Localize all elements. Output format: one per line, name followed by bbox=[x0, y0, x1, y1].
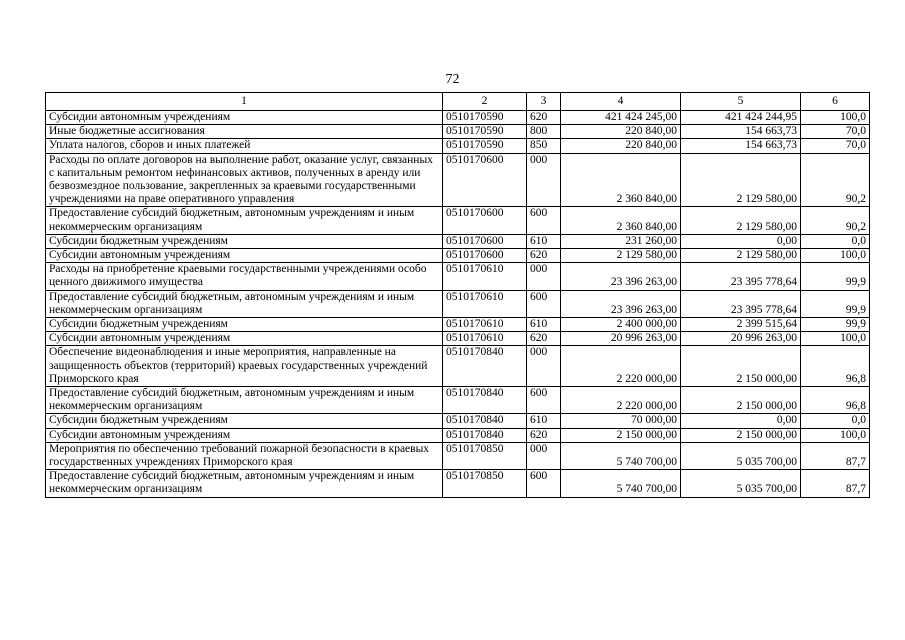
table-row bbox=[46, 207, 870, 234]
row-code-cell: 0510170600 bbox=[443, 207, 527, 234]
row-code-cell: 0510170850 bbox=[443, 470, 527, 497]
row-expense-type-cell: 610 bbox=[527, 414, 561, 428]
row-plan-amount-cell: 70 000,00 bbox=[561, 414, 681, 428]
row-percent-cell: 99,9 bbox=[801, 263, 870, 290]
column-header: 3 bbox=[527, 93, 561, 111]
row-percent-cell: 70,0 bbox=[801, 139, 870, 153]
table-header-row bbox=[46, 93, 870, 111]
table-row bbox=[46, 387, 870, 414]
row-code-cell: 0510170600 bbox=[443, 234, 527, 248]
row-plan-amount-cell: 421 424 245,00 bbox=[561, 111, 681, 125]
row-actual-amount-cell: 2 129 580,00 bbox=[681, 207, 801, 234]
row-code-cell: 0510170840 bbox=[443, 346, 527, 387]
row-name-cell: Субсидии автономным учреждениям bbox=[46, 332, 443, 346]
row-actual-amount-cell: 2 399 515,64 bbox=[681, 318, 801, 332]
table-row bbox=[46, 346, 870, 387]
table-row bbox=[46, 414, 870, 428]
row-code-cell: 0510170590 bbox=[443, 125, 527, 139]
row-actual-amount-cell: 2 150 000,00 bbox=[681, 346, 801, 387]
row-percent-cell: 100,0 bbox=[801, 111, 870, 125]
row-plan-amount-cell: 220 840,00 bbox=[561, 139, 681, 153]
row-name-cell: Расходы на приобретение краевыми государственными учреждениями особо ценного движимого имущества bbox=[46, 263, 443, 290]
row-actual-amount-cell: 23 395 778,64 bbox=[681, 290, 801, 317]
row-actual-amount-cell: 154 663,73 bbox=[681, 139, 801, 153]
row-plan-amount-cell: 20 996 263,00 bbox=[561, 332, 681, 346]
row-code-cell: 0510170610 bbox=[443, 318, 527, 332]
row-expense-type-cell: 620 bbox=[527, 332, 561, 346]
row-percent-cell: 99,9 bbox=[801, 318, 870, 332]
row-plan-amount-cell: 2 220 000,00 bbox=[561, 346, 681, 387]
row-code-cell: 0510170610 bbox=[443, 332, 527, 346]
row-percent-cell: 99,9 bbox=[801, 290, 870, 317]
row-expense-type-cell: 600 bbox=[527, 290, 561, 317]
column-header: 2 bbox=[443, 93, 527, 111]
row-code-cell: 0510170610 bbox=[443, 290, 527, 317]
row-actual-amount-cell: 154 663,73 bbox=[681, 125, 801, 139]
row-code-cell: 0510170610 bbox=[443, 263, 527, 290]
row-plan-amount-cell: 2 220 000,00 bbox=[561, 387, 681, 414]
row-plan-amount-cell: 5 740 700,00 bbox=[561, 442, 681, 469]
table-row bbox=[46, 139, 870, 153]
row-percent-cell: 90,2 bbox=[801, 153, 870, 207]
row-expense-type-cell: 600 bbox=[527, 207, 561, 234]
row-plan-amount-cell: 23 396 263,00 bbox=[561, 290, 681, 317]
table-row bbox=[46, 125, 870, 139]
row-actual-amount-cell: 2 129 580,00 bbox=[681, 153, 801, 207]
row-plan-amount-cell: 2 360 840,00 bbox=[561, 207, 681, 234]
row-name-cell: Субсидии бюджетным учреждениям bbox=[46, 318, 443, 332]
column-header: 1 bbox=[46, 93, 443, 111]
row-expense-type-cell: 610 bbox=[527, 234, 561, 248]
row-percent-cell: 96,8 bbox=[801, 346, 870, 387]
row-expense-type-cell: 000 bbox=[527, 442, 561, 469]
row-expense-type-cell: 800 bbox=[527, 125, 561, 139]
row-percent-cell: 100,0 bbox=[801, 428, 870, 442]
row-expense-type-cell: 600 bbox=[527, 387, 561, 414]
column-header: 5 bbox=[681, 93, 801, 111]
table-row bbox=[46, 263, 870, 290]
row-actual-amount-cell: 23 395 778,64 bbox=[681, 263, 801, 290]
row-name-cell: Расходы по оплате договоров на выполнение работ, оказание услуг, связанных с капитальным ремонтом нефинансовых активов, полученных в аренду или безвозмездное пользование, закрепленных за краевыми государственными учреждениями на праве оперативного управления bbox=[46, 153, 443, 207]
column-header: 6 bbox=[801, 93, 870, 111]
table-row bbox=[46, 290, 870, 317]
row-name-cell: Субсидии автономным учреждениям bbox=[46, 111, 443, 125]
column-header: 4 bbox=[561, 93, 681, 111]
table-row bbox=[46, 318, 870, 332]
row-expense-type-cell: 620 bbox=[527, 428, 561, 442]
row-plan-amount-cell: 2 400 000,00 bbox=[561, 318, 681, 332]
row-expense-type-cell: 000 bbox=[527, 263, 561, 290]
row-name-cell: Субсидии автономным учреждениям bbox=[46, 249, 443, 263]
row-code-cell: 0510170600 bbox=[443, 153, 527, 207]
row-actual-amount-cell: 0,00 bbox=[681, 414, 801, 428]
row-percent-cell: 87,7 bbox=[801, 442, 870, 469]
row-name-cell: Субсидии бюджетным учреждениям bbox=[46, 234, 443, 248]
row-expense-type-cell: 850 bbox=[527, 139, 561, 153]
table-row bbox=[46, 111, 870, 125]
table-row bbox=[46, 249, 870, 263]
row-code-cell: 0510170840 bbox=[443, 414, 527, 428]
table-row bbox=[46, 442, 870, 469]
row-code-cell: 0510170840 bbox=[443, 428, 527, 442]
row-plan-amount-cell: 23 396 263,00 bbox=[561, 263, 681, 290]
row-name-cell: Уплата налогов, сборов и иных платежей bbox=[46, 139, 443, 153]
page-number: 72 bbox=[445, 72, 460, 87]
row-actual-amount-cell: 20 996 263,00 bbox=[681, 332, 801, 346]
row-plan-amount-cell: 2 150 000,00 bbox=[561, 428, 681, 442]
row-name-cell: Мероприятия по обеспечению требований пожарной безопасности в краевых государственных учреждениях Приморского края bbox=[46, 442, 443, 469]
table-row bbox=[46, 234, 870, 248]
row-expense-type-cell: 610 bbox=[527, 318, 561, 332]
table-row bbox=[46, 153, 870, 207]
row-actual-amount-cell: 0,00 bbox=[681, 234, 801, 248]
row-actual-amount-cell: 2 150 000,00 bbox=[681, 428, 801, 442]
row-expense-type-cell: 000 bbox=[527, 346, 561, 387]
row-percent-cell: 100,0 bbox=[801, 249, 870, 263]
row-expense-type-cell: 600 bbox=[527, 470, 561, 497]
row-name-cell: Предоставление субсидий бюджетным, автономным учреждениям и иным некоммерческим организациям bbox=[46, 290, 443, 317]
table-row bbox=[46, 428, 870, 442]
row-percent-cell: 0,0 bbox=[801, 414, 870, 428]
row-percent-cell: 87,7 bbox=[801, 470, 870, 497]
row-plan-amount-cell: 5 740 700,00 bbox=[561, 470, 681, 497]
row-percent-cell: 90,2 bbox=[801, 207, 870, 234]
row-plan-amount-cell: 2 360 840,00 bbox=[561, 153, 681, 207]
row-actual-amount-cell: 2 129 580,00 bbox=[681, 249, 801, 263]
row-name-cell: Обеспечение видеонаблюдения и иные мероприятия, направленные на защищенность объектов (территорий) краевых государственных учреждений Приморского края bbox=[46, 346, 443, 387]
row-name-cell: Предоставление субсидий бюджетным, автономным учреждениям и иным некоммерческим организациям bbox=[46, 387, 443, 414]
row-code-cell: 0510170600 bbox=[443, 249, 527, 263]
row-percent-cell: 100,0 bbox=[801, 332, 870, 346]
row-percent-cell: 70,0 bbox=[801, 125, 870, 139]
row-name-cell: Предоставление субсидий бюджетным, автономным учреждениям и иным некоммерческим организациям bbox=[46, 207, 443, 234]
row-code-cell: 0510170850 bbox=[443, 442, 527, 469]
budget-table bbox=[45, 92, 870, 498]
row-code-cell: 0510170590 bbox=[443, 111, 527, 125]
row-actual-amount-cell: 2 150 000,00 bbox=[681, 387, 801, 414]
row-percent-cell: 96,8 bbox=[801, 387, 870, 414]
table-row bbox=[46, 332, 870, 346]
row-expense-type-cell: 000 bbox=[527, 153, 561, 207]
row-actual-amount-cell: 421 424 244,95 bbox=[681, 111, 801, 125]
row-plan-amount-cell: 220 840,00 bbox=[561, 125, 681, 139]
row-percent-cell: 0,0 bbox=[801, 234, 870, 248]
table-row bbox=[46, 470, 870, 497]
row-expense-type-cell: 620 bbox=[527, 249, 561, 263]
row-name-cell: Иные бюджетные ассигнования bbox=[46, 125, 443, 139]
row-name-cell: Предоставление субсидий бюджетным, автономным учреждениям и иным некоммерческим организациям bbox=[46, 470, 443, 497]
row-actual-amount-cell: 5 035 700,00 bbox=[681, 470, 801, 497]
row-name-cell: Субсидии автономным учреждениям bbox=[46, 428, 443, 442]
row-plan-amount-cell: 2 129 580,00 bbox=[561, 249, 681, 263]
row-plan-amount-cell: 231 260,00 bbox=[561, 234, 681, 248]
row-code-cell: 0510170840 bbox=[443, 387, 527, 414]
row-actual-amount-cell: 5 035 700,00 bbox=[681, 442, 801, 469]
row-code-cell: 0510170590 bbox=[443, 139, 527, 153]
row-name-cell: Субсидии бюджетным учреждениям bbox=[46, 414, 443, 428]
row-expense-type-cell: 620 bbox=[527, 111, 561, 125]
